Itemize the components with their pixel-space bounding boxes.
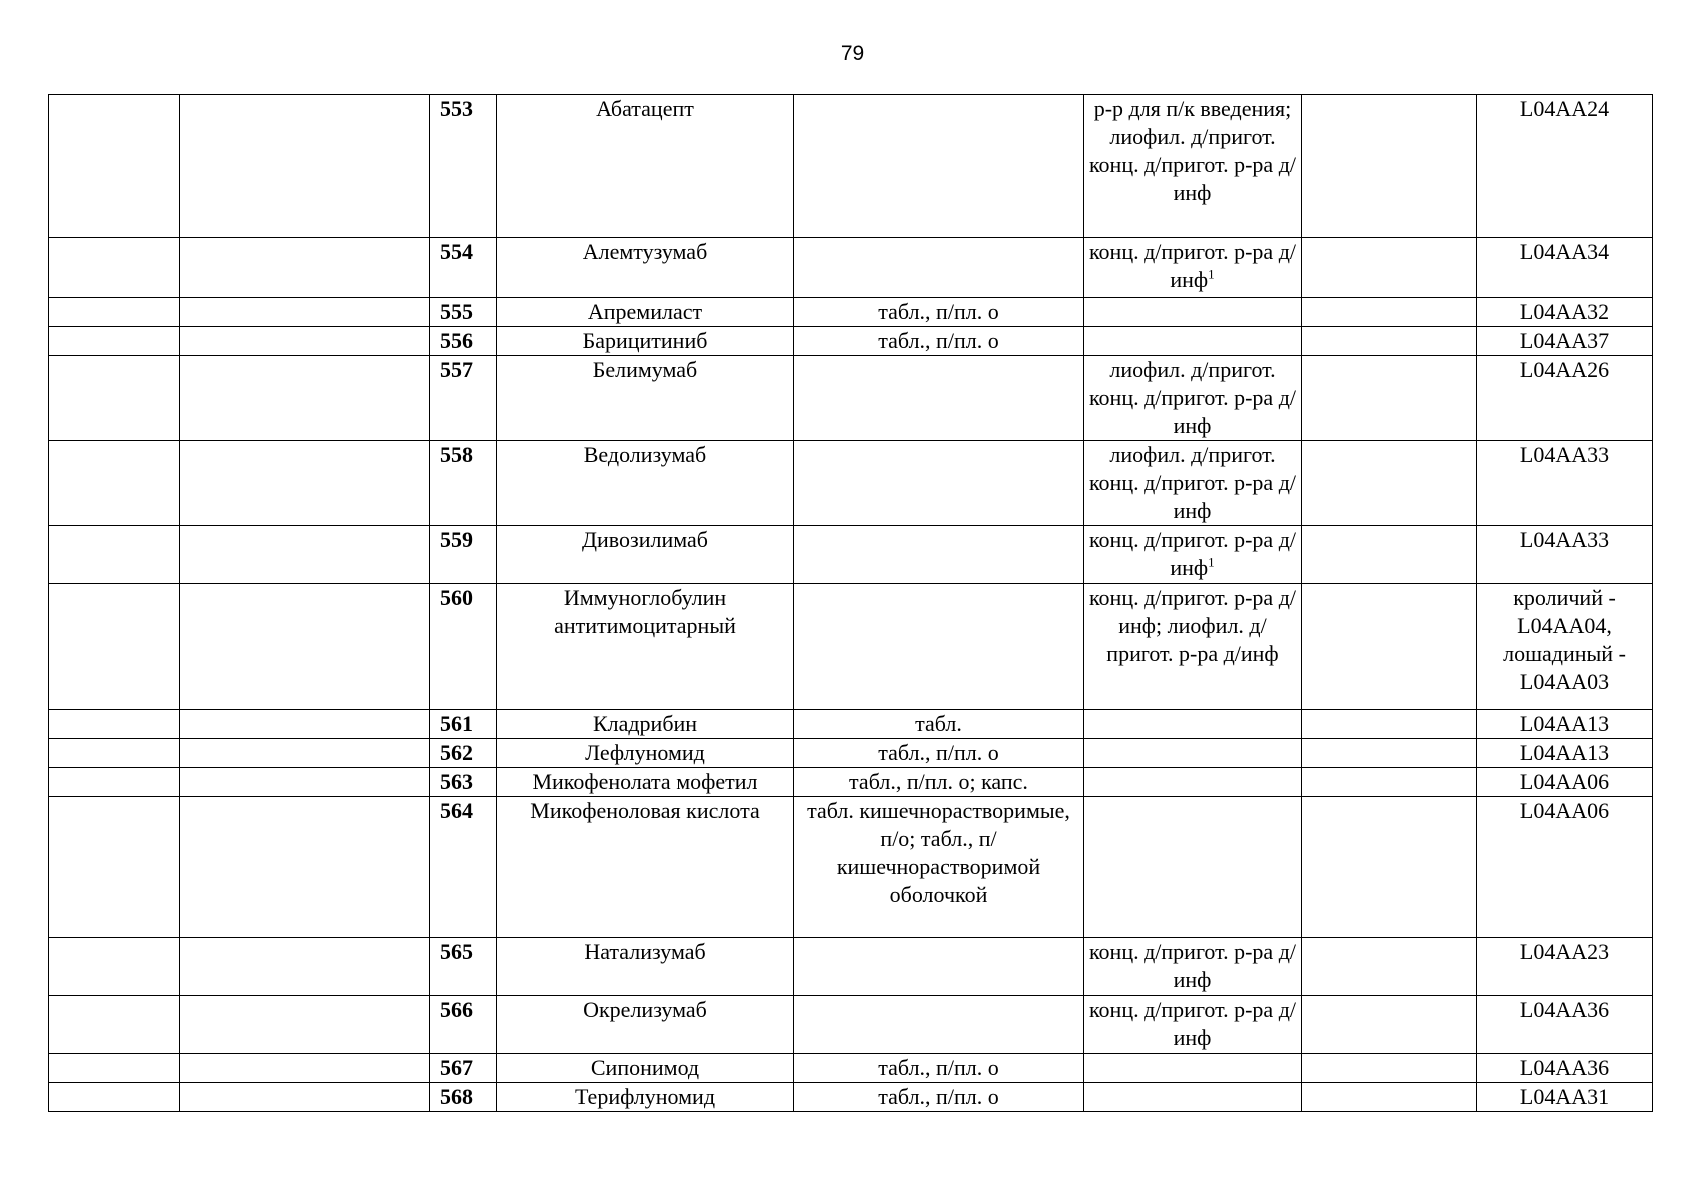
table-row <box>49 238 1653 298</box>
drug-name <box>497 710 794 739</box>
drug-name-text: Терифлуномид <box>574 1084 716 1109</box>
row-number <box>430 298 497 327</box>
empty-cell <box>49 739 180 768</box>
row-number <box>430 938 497 996</box>
empty-cell <box>1302 768 1477 797</box>
row-number <box>430 739 497 768</box>
empty-cell <box>180 710 430 739</box>
atc-code-text: L04AA36 <box>1519 1055 1610 1080</box>
tablet-form-text: табл., п/пл. о <box>878 1055 999 1080</box>
tablet-form <box>794 739 1084 768</box>
atc-code <box>1477 441 1653 526</box>
tablet-form-text: табл. <box>915 711 962 736</box>
atc-code <box>1477 238 1653 298</box>
empty-cell <box>1302 797 1477 938</box>
injection-form <box>1084 327 1302 356</box>
row-number-text: 556 <box>440 328 473 353</box>
row-number <box>430 526 497 584</box>
atc-code-text: L04AA23 <box>1519 939 1610 964</box>
atc-code <box>1477 356 1653 441</box>
empty-cell <box>1302 710 1477 739</box>
tablet-form <box>794 526 1084 584</box>
injection-form-text: конц. д/пригот. р-ра д/инф <box>1088 239 1296 292</box>
row-number <box>430 238 497 298</box>
empty-cell <box>1302 95 1477 238</box>
atc-code <box>1477 996 1653 1054</box>
injection-form <box>1084 441 1302 526</box>
table-body <box>49 95 1653 1112</box>
empty-cell <box>1302 238 1477 298</box>
atc-code <box>1477 710 1653 739</box>
table-row <box>49 1083 1653 1112</box>
table-row <box>49 710 1653 739</box>
atc-code-text: L04AA37 <box>1519 328 1610 353</box>
empty-cell <box>49 768 180 797</box>
empty-cell <box>49 996 180 1054</box>
drug-name-text: Ведолизумаб <box>583 442 707 467</box>
tablet-form <box>794 356 1084 441</box>
empty-cell <box>180 298 430 327</box>
injection-form <box>1084 768 1302 797</box>
empty-cell <box>180 584 430 710</box>
empty-cell <box>49 1054 180 1083</box>
injection-form <box>1084 526 1302 584</box>
drug-table <box>48 94 1653 1112</box>
empty-cell <box>49 526 180 584</box>
empty-cell <box>49 584 180 710</box>
atc-code-text: L04AA24 <box>1519 96 1610 121</box>
row-number-text: 555 <box>440 299 473 324</box>
table-row <box>49 797 1653 938</box>
tablet-form <box>794 938 1084 996</box>
drug-name-text: Микофеноловая кислота <box>530 798 760 823</box>
table-row <box>49 356 1653 441</box>
table-row <box>49 996 1653 1054</box>
drug-name-text: Лефлуномид <box>585 740 705 765</box>
table-row <box>49 441 1653 526</box>
atc-code-text: L04AA33 <box>1519 527 1610 552</box>
row-number <box>430 327 497 356</box>
row-number <box>430 1083 497 1112</box>
tablet-form-text: табл., п/пл. о; капс. <box>849 769 1028 794</box>
atc-code <box>1477 298 1653 327</box>
drug-name <box>497 356 794 441</box>
atc-code-text: L04AA06 <box>1519 798 1610 823</box>
table-row <box>49 298 1653 327</box>
empty-cell <box>1302 1083 1477 1112</box>
empty-cell <box>1302 584 1477 710</box>
drug-name-text: Белимумаб <box>592 357 698 382</box>
row-number-text: 562 <box>440 740 473 765</box>
page-number: 79 <box>840 42 865 65</box>
empty-cell <box>180 356 430 441</box>
injection-form-text: р-р для п/к введения; лиофил. д/пригот. конц. д/пригот. р-ра д/инф <box>1088 96 1296 205</box>
empty-cell <box>180 768 430 797</box>
drug-name <box>497 238 794 298</box>
empty-cell <box>1302 1054 1477 1083</box>
atc-code-text: L04AA32 <box>1519 299 1610 324</box>
empty-cell <box>49 938 180 996</box>
row-number <box>430 768 497 797</box>
empty-cell <box>1302 526 1477 584</box>
injection-form <box>1084 739 1302 768</box>
tablet-form <box>794 327 1084 356</box>
empty-cell <box>49 797 180 938</box>
injection-form <box>1084 710 1302 739</box>
atc-code-text: L04AA26 <box>1519 357 1610 382</box>
injection-form-text: конц. д/пригот. р-ра д/инф <box>1088 527 1296 580</box>
tablet-form <box>794 710 1084 739</box>
tablet-form-text: табл., п/пл. о <box>878 1084 999 1109</box>
empty-cell <box>1302 938 1477 996</box>
injection-form <box>1084 584 1302 710</box>
drug-name <box>497 441 794 526</box>
row-number-text: 559 <box>440 527 473 552</box>
drug-name <box>497 768 794 797</box>
tablet-form <box>794 95 1084 238</box>
injection-form <box>1084 1083 1302 1112</box>
empty-cell <box>180 797 430 938</box>
empty-cell <box>1302 996 1477 1054</box>
injection-form <box>1084 298 1302 327</box>
atc-code <box>1477 768 1653 797</box>
row-number <box>430 95 497 238</box>
injection-form <box>1084 797 1302 938</box>
drug-name <box>497 1054 794 1083</box>
row-number <box>430 584 497 710</box>
tablet-form <box>794 1083 1084 1112</box>
footnote-marker: 1 <box>1208 266 1215 282</box>
atc-code-text: L04AA33 <box>1519 442 1610 467</box>
empty-cell <box>1302 441 1477 526</box>
row-number <box>430 797 497 938</box>
row-number-text: 566 <box>440 997 473 1022</box>
tablet-form <box>794 1054 1084 1083</box>
atc-code <box>1477 938 1653 996</box>
drug-name-text: Натализумаб <box>584 939 706 964</box>
empty-cell <box>180 996 430 1054</box>
table-row <box>49 1054 1653 1083</box>
drug-name <box>497 1083 794 1112</box>
empty-cell <box>49 95 180 238</box>
atc-code <box>1477 797 1653 938</box>
empty-cell <box>180 327 430 356</box>
empty-cell <box>1302 356 1477 441</box>
atc-code <box>1477 526 1653 584</box>
injection-form <box>1084 238 1302 298</box>
atc-code <box>1477 1054 1653 1083</box>
row-number <box>430 356 497 441</box>
row-number <box>430 710 497 739</box>
table-row <box>49 327 1653 356</box>
row-number-text: 558 <box>440 442 473 467</box>
drug-name-text: Окрелизумаб <box>583 997 707 1022</box>
empty-cell <box>1302 298 1477 327</box>
table-row <box>49 95 1653 238</box>
drug-name-text: Барицитиниб <box>582 328 708 353</box>
empty-cell <box>49 238 180 298</box>
empty-cell <box>1302 327 1477 356</box>
empty-cell <box>180 526 430 584</box>
injection-form <box>1084 996 1302 1054</box>
table-row <box>49 768 1653 797</box>
empty-cell <box>49 327 180 356</box>
drug-name-text: Сипонимод <box>590 1055 700 1080</box>
empty-cell <box>180 441 430 526</box>
drug-name-text: Абатацепт <box>596 96 694 121</box>
injection-form <box>1084 356 1302 441</box>
drug-name <box>497 526 794 584</box>
tablet-form <box>794 797 1084 938</box>
footnote-marker: 1 <box>1208 554 1215 570</box>
empty-cell <box>180 938 430 996</box>
row-number <box>430 996 497 1054</box>
tablet-form <box>794 298 1084 327</box>
empty-cell <box>49 298 180 327</box>
empty-cell <box>180 739 430 768</box>
table-row <box>49 739 1653 768</box>
empty-cell <box>49 710 180 739</box>
drug-name <box>497 739 794 768</box>
row-number <box>430 1054 497 1083</box>
tablet-form <box>794 584 1084 710</box>
atc-code <box>1477 327 1653 356</box>
row-number-text: 553 <box>440 96 473 121</box>
injection-form <box>1084 95 1302 238</box>
atc-code-text: кроличий - L04AA04, лошадиный - L04AA03 <box>1503 585 1626 694</box>
row-number <box>430 441 497 526</box>
row-number-text: 560 <box>440 585 473 610</box>
atc-code <box>1477 739 1653 768</box>
tablet-form <box>794 238 1084 298</box>
drug-name <box>497 95 794 238</box>
drug-name-text: Алемтузумаб <box>582 239 708 264</box>
drug-name <box>497 797 794 938</box>
atc-code-text: L04AA36 <box>1519 997 1610 1022</box>
empty-cell <box>180 1054 430 1083</box>
row-number-text: 557 <box>440 357 473 382</box>
injection-form <box>1084 1054 1302 1083</box>
atc-code-text: L04AA06 <box>1519 769 1610 794</box>
atc-code-text: L04AA13 <box>1519 711 1610 736</box>
injection-form <box>1084 938 1302 996</box>
injection-form-text: лиофил. д/пригот. конц. д/пригот. р-ра д/инф <box>1088 442 1296 523</box>
row-number-text: 565 <box>440 939 473 964</box>
drug-name <box>497 327 794 356</box>
table-row <box>49 584 1653 710</box>
injection-form-text: конц. д/пригот. р-ра д/инф; лиофил. д/пригот. р-ра д/инф <box>1088 585 1296 666</box>
atc-code-text: L04AA34 <box>1519 239 1610 264</box>
empty-cell <box>49 1083 180 1112</box>
row-number-text: 564 <box>440 798 473 823</box>
drug-name-text: Апремиласт <box>587 299 703 324</box>
tablet-form-text: табл., п/пл. о <box>878 299 999 324</box>
tablet-form <box>794 441 1084 526</box>
drug-name <box>497 298 794 327</box>
tablet-form <box>794 996 1084 1054</box>
drug-name <box>497 584 794 710</box>
row-number-text: 554 <box>440 239 473 264</box>
table-row <box>49 526 1653 584</box>
drug-name <box>497 996 794 1054</box>
atc-code-text: L04AA13 <box>1519 740 1610 765</box>
table-row <box>49 938 1653 996</box>
drug-name-text: Микофенолата мофетил <box>532 769 758 794</box>
row-number-text: 567 <box>440 1055 473 1080</box>
drug-name-text: Иммуноглобулин антитимоцитарный <box>554 585 736 638</box>
injection-form-text: конц. д/пригот. р-ра д/инф <box>1088 997 1296 1050</box>
empty-cell <box>1302 739 1477 768</box>
tablet-form <box>794 768 1084 797</box>
empty-cell <box>180 238 430 298</box>
atc-code <box>1477 1083 1653 1112</box>
drug-name <box>497 938 794 996</box>
empty-cell <box>180 1083 430 1112</box>
empty-cell <box>49 441 180 526</box>
atc-code <box>1477 584 1653 710</box>
drug-name-text: Дивозилимаб <box>582 527 708 552</box>
injection-form-text: конц. д/пригот. р-ра д/инф <box>1088 939 1296 992</box>
tablet-form-text: табл., п/пл. о <box>878 328 999 353</box>
atc-code-text: L04AA31 <box>1519 1084 1610 1109</box>
empty-cell <box>180 95 430 238</box>
tablet-form-text: табл. кишечнорастворимые, п/о; табл., п/кишечнорастворимой оболочкой <box>807 798 1070 907</box>
row-number-text: 568 <box>440 1084 473 1109</box>
injection-form-text: лиофил. д/пригот. конц. д/пригот. р-ра д/инф <box>1088 357 1296 438</box>
row-number-text: 561 <box>440 711 473 736</box>
empty-cell <box>49 356 180 441</box>
row-number-text: 563 <box>440 769 473 794</box>
tablet-form-text: табл., п/пл. о <box>878 740 999 765</box>
drug-name-text: Кладрибин <box>592 711 698 736</box>
atc-code <box>1477 95 1653 238</box>
